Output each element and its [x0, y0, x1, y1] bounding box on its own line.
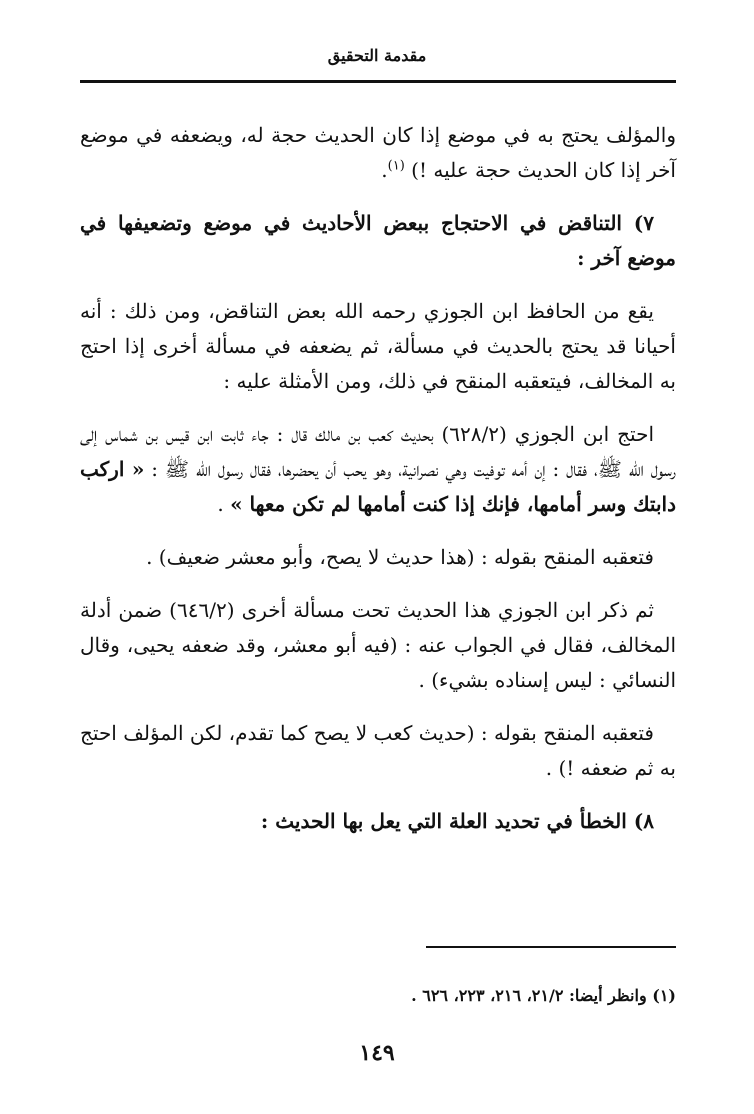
paragraph-5: ثم ذكر ابن الجوزي هذا الحديث تحت مسألة أخرى (٦٤٦/٢) ضمن أدلة المخالف، فقال في الجواب عنه : (فيه أبو معشر، وقد ضعفه يحيى، وقال النسائي : ليس إسناده بشيء) . [80, 598, 676, 692]
paragraph-1 [80, 118, 676, 188]
paragraph-1-end: . [381, 158, 388, 182]
section-heading-7: ٧) التناقض في الاحتجاج ببعض الأحاديث في موضع وتضعيفها في موضع آخر : [80, 211, 676, 270]
main-text [80, 118, 676, 857]
paragraph-1-text: والمؤلف يحتج به في موضع إذا كان الحديث حجة له، ويضعفه في موضع آخر إذا كان الحديث حجة عليه !) [80, 123, 676, 182]
header-rule [80, 80, 676, 83]
hadith-quote: « اركب دابتك وسر أمامها، فإنك إذا كنت أمامها لم تكن معها » [80, 457, 676, 516]
footnote-reference[interactable]: (١) [387, 158, 405, 174]
paragraph-3 [80, 417, 676, 522]
page-number: ١٤٩ [359, 1040, 395, 1066]
paragraph-2: يقع من الحافظ ابن الجوزي رحمه الله بعض التناقض، ومن ذلك : أنه أحيانا قد يحتج بالحديث في مسألة، ثم يضعفه في مسألة أخرى إذا احتج به المخالف، فيتعقبه المنقح في ذلك، ومن الأمثلة عليه : [80, 299, 676, 393]
paragraph-4: فتعقبه المنقح بقوله : (هذا حديث لا يصح، وأبو معشر ضعيف) . [146, 545, 654, 569]
footnote-rule [426, 946, 676, 948]
paragraph-3-text: احتج ابن الجوزي (٦٢٨/٢) بحديث كعب بن مالك قال : جاء ثابت ابن قيس بن شماس إلى رسول الله ﷺ، فقال : إن أمه توفيت وهي نصرانية، وهو يحب أن يحضرها، فقال رسول الله ﷺ : [80, 422, 677, 481]
paragraph-3-end: . [217, 492, 224, 516]
section-heading-8: ٨) الخطأ في تحديد العلة التي يعل بها الحديث : [260, 809, 654, 833]
running-head: مقدمة التحقيق [327, 46, 427, 65]
footnote: (١) وانظر أيضا: ٢١/٢، ٢١٦، ٢٢٣، ٦٢٦ . [411, 986, 676, 1005]
paragraph-6: فتعقبه المنقح بقوله : (حديث كعب لا يصح كما تقدم، لكن المؤلف احتج به ثم ضعفه !) . [80, 721, 676, 780]
